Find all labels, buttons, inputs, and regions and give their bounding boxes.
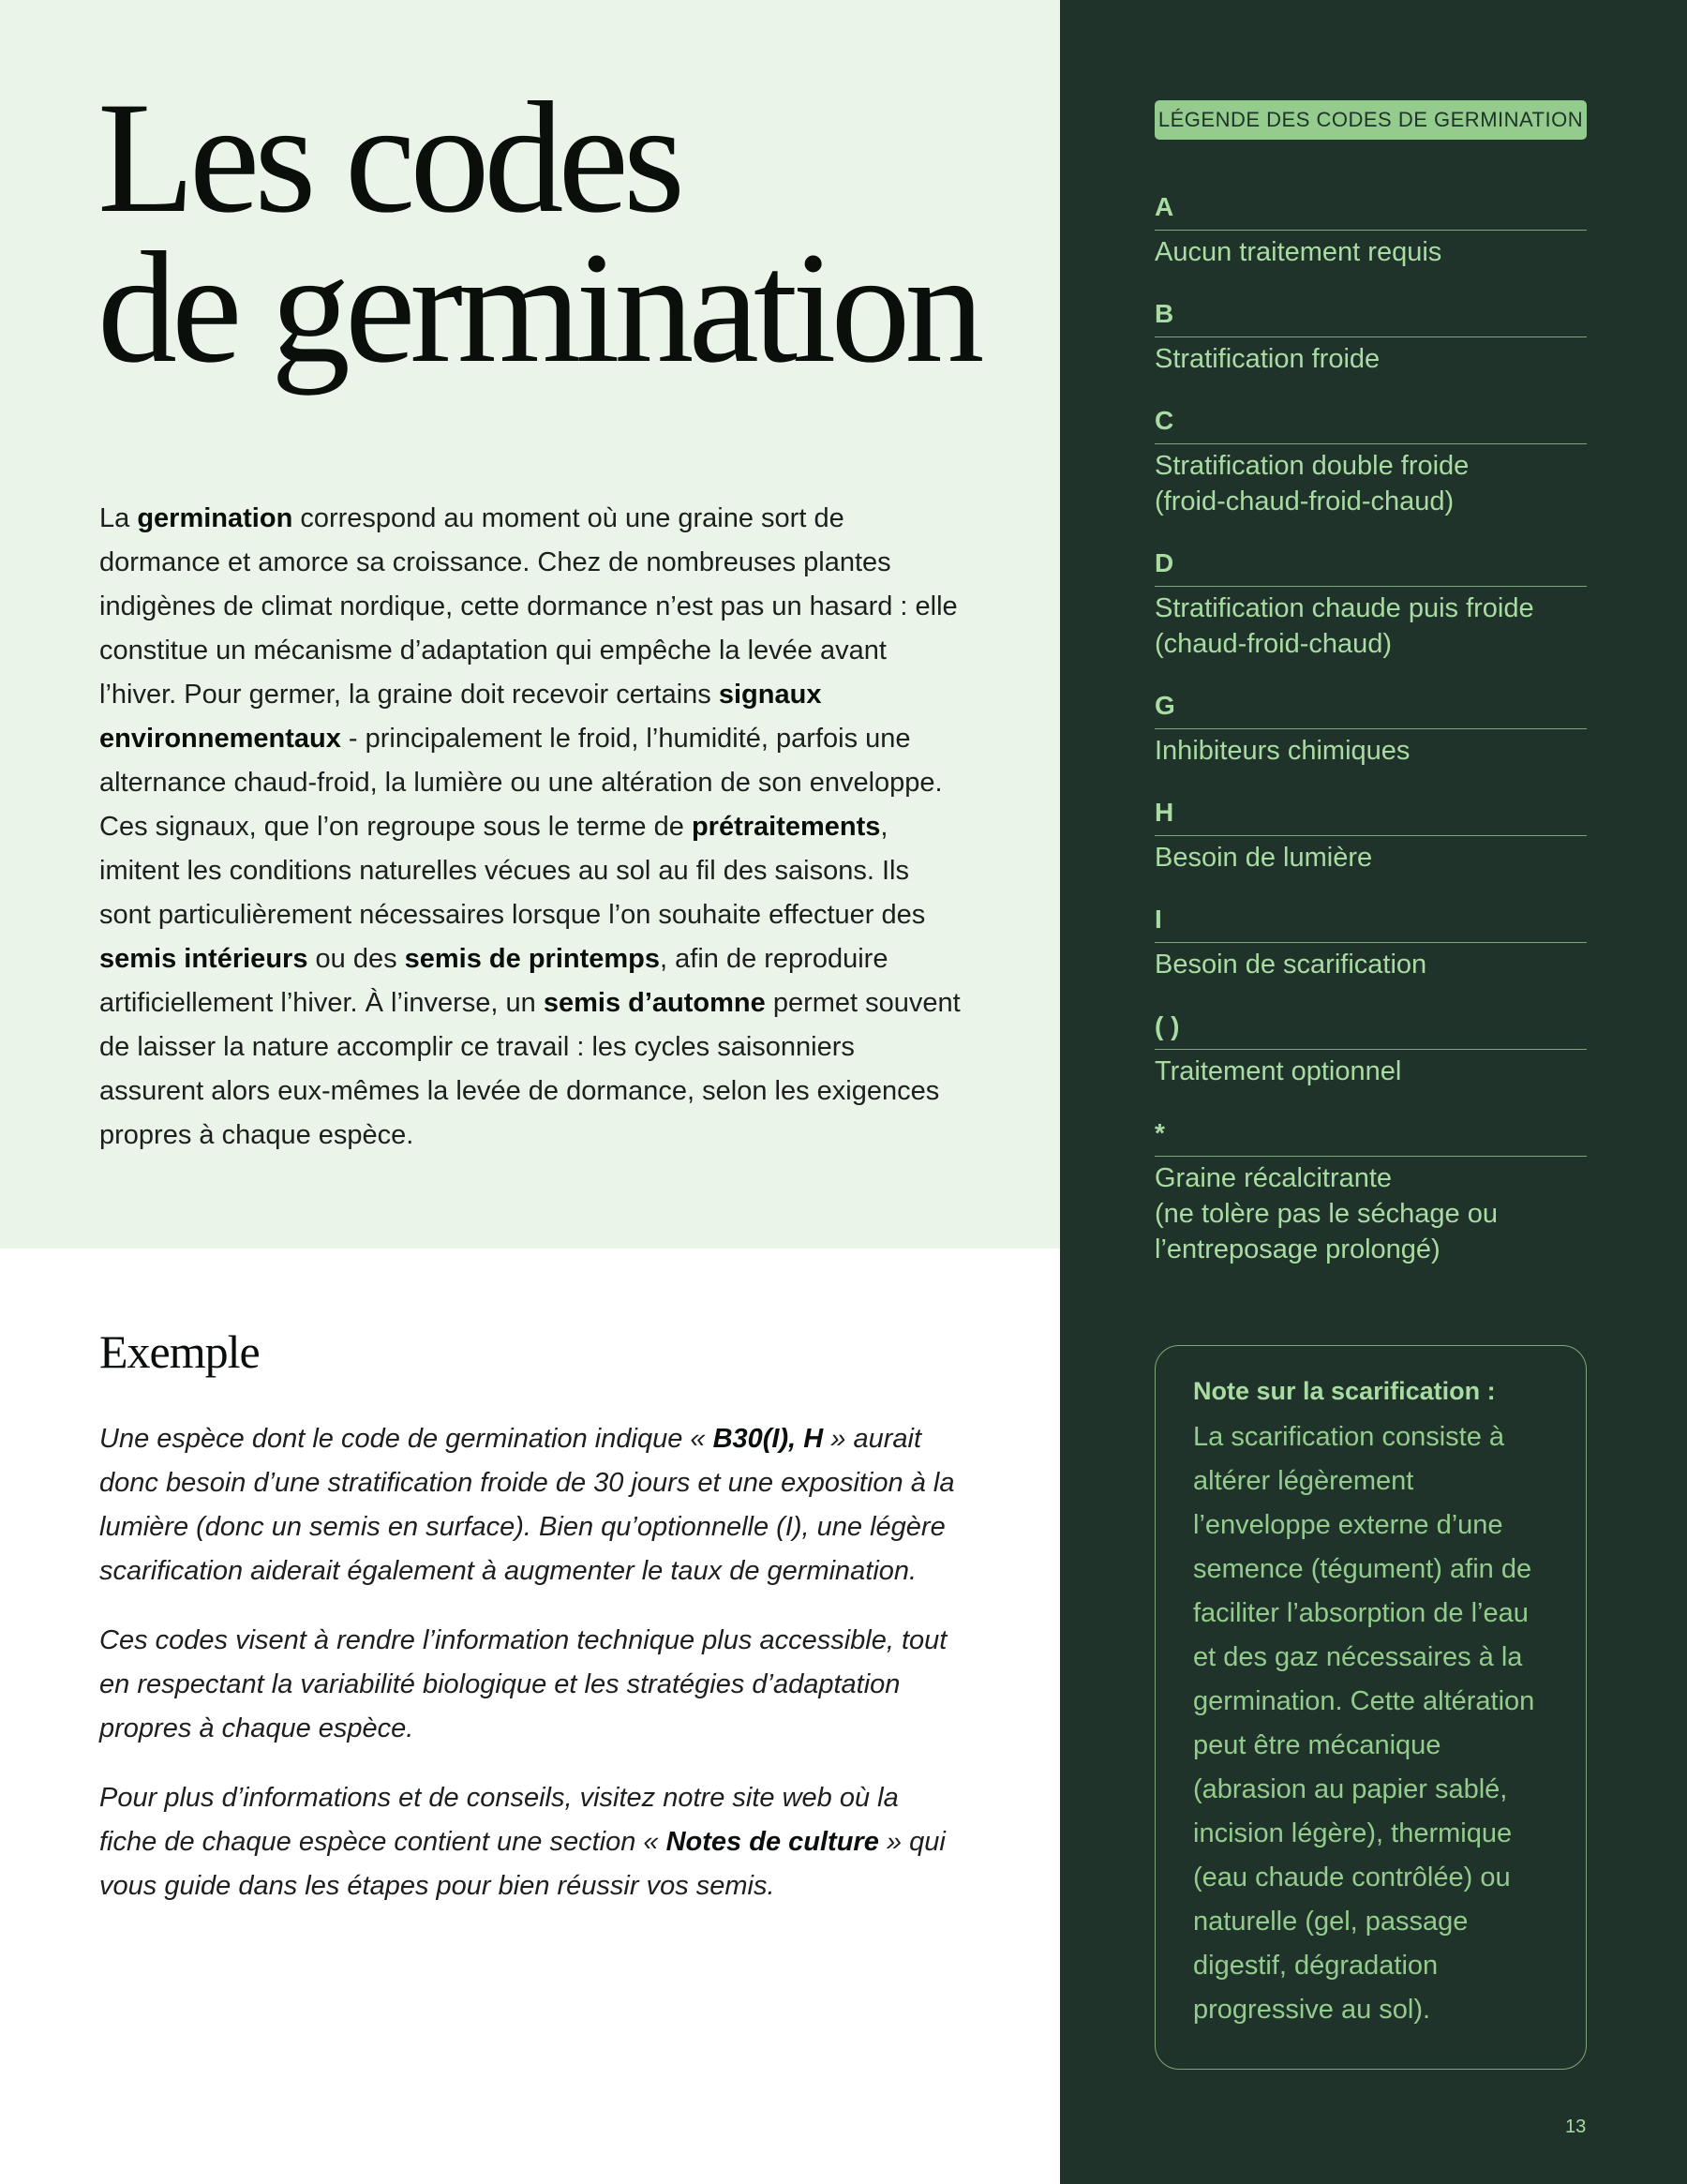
intro-term-semis-interieurs: semis intérieurs <box>99 944 308 974</box>
legend-description: Graine récalcitrante (ne tolère pas le séchage ou l’entreposage prolongé) <box>1155 1163 1498 1264</box>
example-text: Une espèce dont le code de germination indique « <box>99 1424 713 1454</box>
legend-description: Stratification double froide (froid-chaud-froid-chaud) <box>1155 451 1470 516</box>
example-heading: Exemple <box>99 1325 260 1378</box>
legend-list <box>1155 190 1587 1294</box>
intro-term-germination: germination <box>137 503 293 533</box>
example-body <box>99 1417 962 1934</box>
intro-text: permet souvent de laisser la nature accomplir ce travail : les cycles saisonniers assurent alors eux-mêmes la levée de dormance, selon les exigences propres à chaque espèce. <box>99 988 961 1150</box>
note-text: La scarification consiste à altérer légèrement l’enveloppe externe d’une semence (tégument) afin de faciliter l’absorption de l’eau et des gaz nécessaires à la germination. Cette altération peut être mécanique (abrasion au papier sablé, incision légère), thermique (eau chaude contrôlée) ou naturelle (gel, passage digestif, dégradation progressive au sol). <box>1193 1422 1535 2025</box>
legend-code: H <box>1155 796 1587 836</box>
example-paragraph-3 <box>99 1776 962 1908</box>
intro-text: ou des <box>307 944 405 974</box>
legend-description: Besoin de lumière <box>1155 843 1373 873</box>
legend-description: Aucun traitement requis <box>1155 237 1442 267</box>
legend-item <box>1155 903 1587 982</box>
legend-code: D <box>1155 546 1587 587</box>
legend-description: Stratification froide <box>1155 344 1381 374</box>
legend-item <box>1155 190 1587 270</box>
intro-term-semis-automne: semis d’automne <box>543 988 766 1018</box>
note-title: Note sur la scarification : <box>1193 1377 1496 1405</box>
example-section-name: Notes de culture <box>665 1827 879 1857</box>
scarification-note-box <box>1155 1345 1587 2070</box>
page-number: 13 <box>1565 2117 1587 2137</box>
legend-item <box>1155 1010 1587 1089</box>
example-paragraph-2: Ces codes visent à rendre l’information technique plus accessible, tout en respectant la variabilité biologique et les stratégies d’adaptation propres à chaque espèce. <box>99 1625 948 1743</box>
legend-item <box>1155 796 1587 875</box>
intro-text: La <box>99 503 138 533</box>
legend-description: Traitement optionnel <box>1155 1056 1402 1086</box>
legend-code: I <box>1155 903 1587 943</box>
intro-text: correspond au moment où une graine sort de dormance et amorce sa croissance. Chez de nombreuses plantes indigènes de climat nordique, cette dormance n’est pas un hasard : elle constitue un mécanisme d’adaptation qui empêche la levée avant l’hiver. Pour germer, la graine doit recevoir certains <box>99 503 958 710</box>
legend-item <box>1155 546 1587 662</box>
legend-code: B <box>1155 297 1587 337</box>
example-code: B30(I), H <box>712 1424 824 1454</box>
legend-item <box>1155 1116 1587 1267</box>
page-title <box>97 69 979 396</box>
example-paragraph-1 <box>99 1417 962 1593</box>
legend-code: G <box>1155 689 1587 729</box>
legend-tag: LÉGENDE DES CODES DE GERMINATION <box>1155 100 1587 140</box>
legend-code: C <box>1155 404 1587 444</box>
page-title-line-2: de germination <box>97 219 979 396</box>
intro-text: , imitent les conditions naturelles vécues au sol au fil des saisons. Ils sont particulièrement nécessaires lorsque l’on souhaite effectuer des <box>99 812 926 930</box>
intro-text: , afin de reproduire artificiellement l’hiver. À l’inverse, un <box>99 944 888 1018</box>
intro-paragraph <box>99 497 962 1158</box>
example-text: » aurait donc besoin d’une stratification froide de 30 jours et une exposition à la lumière (donc un semis en surface). Bien qu’optionnelle (I), une légère scarification aiderait également à augmenter le taux de germination. <box>99 1424 955 1586</box>
legend-description: Besoin de scarification <box>1155 950 1427 980</box>
example-text: Pour plus d’informations et de conseils, visitez notre site web où la fiche de chaque espèce contient une section « <box>99 1783 899 1857</box>
intro-term-pretraitements: prétraitements <box>691 812 881 842</box>
page-title-line-1: Les codes <box>97 69 680 246</box>
legend-item <box>1155 689 1587 769</box>
legend-code: ( ) <box>1155 1010 1587 1050</box>
legend-code: A <box>1155 190 1587 231</box>
legend-item <box>1155 297 1587 377</box>
legend-description: Stratification chaude puis froide (chaud-froid-chaud) <box>1155 593 1534 659</box>
legend-code: * <box>1155 1116 1587 1157</box>
intro-text: - principalement le froid, l’humidité, parfois une alternance chaud-froid, la lumière ou une altération de son enveloppe. Ces signaux, que l’on regroupe sous le terme de <box>99 724 943 842</box>
intro-term-semis-printemps: semis de printemps <box>404 944 661 974</box>
example-text: » qui vous guide dans les étapes pour bien réussir vos semis. <box>99 1827 946 1901</box>
legend-description: Inhibiteurs chimiques <box>1155 736 1411 766</box>
intro-term-signaux: signaux environnementaux <box>99 680 822 754</box>
legend-item <box>1155 404 1587 519</box>
